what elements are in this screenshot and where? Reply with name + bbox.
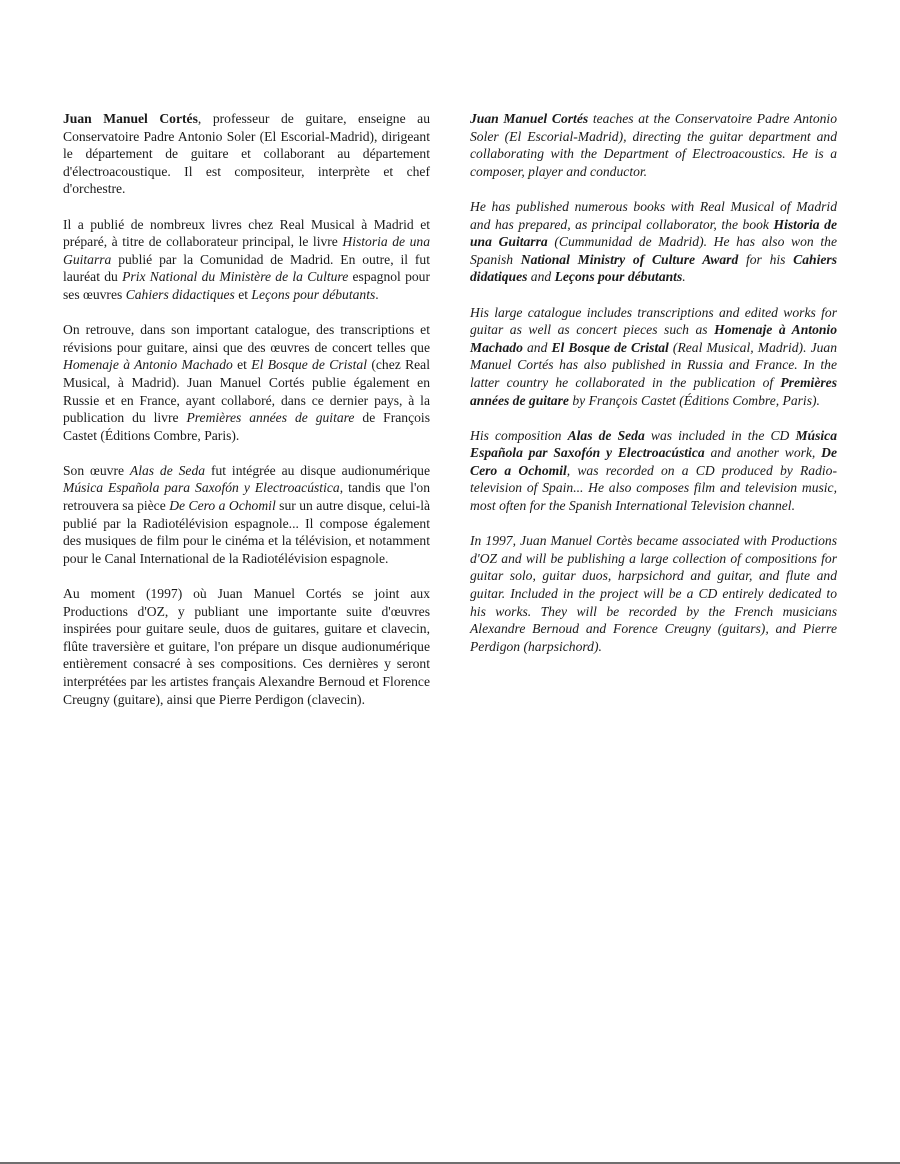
text-run: et bbox=[234, 286, 252, 302]
text-run: (Cummunidad de Madrid). He has also won the Spanish bbox=[470, 234, 837, 267]
french-paragraph-5 bbox=[63, 585, 430, 708]
text-run: (Real Musical, Madrid). Juan Manuel Cortés has also published in Russia and France. In the latter country he collaborated in the publication of bbox=[470, 339, 838, 390]
text-run: was included in the CD bbox=[644, 427, 796, 443]
text-run: espagnol pour ses œuvres bbox=[63, 269, 430, 302]
text-run: , tandis que l'on retrouvera sa pièce bbox=[63, 480, 430, 514]
text-run: . bbox=[682, 269, 686, 285]
text-run: Il a publié de nombreux livres chez Real Musical à Madrid et préparé, à titre de collaborateur principal, le livre bbox=[63, 216, 430, 250]
text-run: . bbox=[375, 286, 379, 302]
text-run: In 1997, Juan Manuel Cortès became associated with Productions d'OZ and will be publishing a large collection of compositions for guitar solo, guitar duos, harpsichord and guitar, and flute and guitar. Included in the project will be a CD entirely dedicated to his works. They will be recorded by the French musicians Alexandre Bernoud and Forence Creugny (guitars), and Pierre Perdigon (harpsichord). bbox=[470, 533, 837, 654]
french-paragraph-3 bbox=[63, 321, 430, 444]
english-paragraph-3 bbox=[470, 304, 837, 410]
text-run: de François Castet (Éditions Combre, Paris). bbox=[63, 410, 430, 443]
emphasis-italic: Cahiers didactiques bbox=[125, 286, 235, 302]
text-run: and another work, bbox=[704, 445, 822, 461]
text-run: His composition bbox=[470, 427, 568, 443]
text-run: (chez Real Musical, à Madrid). Juan Manuel Cortés publie également en Russie et en France, ayant collaboré, dans ce dernier pays, à la publication du livre bbox=[63, 357, 430, 426]
emphasis-bold: Cahiers didatiques bbox=[470, 251, 837, 285]
text-run: et bbox=[232, 357, 252, 373]
english-paragraph-1 bbox=[470, 110, 837, 180]
text-run: He has published numerous books with Real Musical of Madrid and has prepared, as principal collaborator, the book bbox=[470, 198, 837, 232]
text-run: teaches at the Conservatoire Padre Antonio Soler (El Escorial-Madrid), directing the guitar department and collaborating with the Department of Electroacoustics. He is a composer, player and conductor. bbox=[470, 111, 837, 179]
text-run: fut intégrée au disque audionumérique bbox=[205, 462, 430, 478]
english-paragraph-4 bbox=[470, 427, 837, 515]
text-run: Au moment (1997) où Juan Manuel Cortés se joint aux Productions d'OZ, y publiant une importante suite d'œuvres inspirées pour guitare seule, duos de guitares, guitare et clavecin, flûte traversière et guitare, l'on prépare un disque audionumérique entièrement consacré à ses compositions. Ces dernières y seront interprétées par les artistes français Alexandre Bernoud et Florence Creugny (guitare), ainsi que Pierre Perdigon (clavecin). bbox=[63, 586, 430, 707]
emphasis-italic: Premières années de guitare bbox=[186, 410, 355, 426]
text-run: His large catalogue includes transcriptions and edited works for guitar as well as concert pieces such as bbox=[470, 304, 837, 338]
emphasis-italic: Alas de Seda bbox=[129, 462, 206, 478]
emphasis-bold: De Cero a Ochomil bbox=[470, 445, 837, 478]
text-run: by François Castet (Éditions Combre, Paris). bbox=[568, 392, 820, 408]
emphasis-bold: Leçons pour débutants bbox=[554, 269, 683, 285]
text-run: for his bbox=[738, 251, 794, 267]
text-run: , professeur de guitare, enseigne au Conservatoire Padre Antonio Soler (El Escorial-Madrid), dirigeant le département de guitare et collaborant au département d'électroacoustique. Il est compositeur, interprète et chef d'orchestre. bbox=[63, 111, 430, 197]
english-column bbox=[470, 110, 837, 673]
emphasis-bold: Premières années de guitare bbox=[470, 374, 837, 408]
french-paragraph-4 bbox=[63, 462, 430, 568]
french-paragraph-1 bbox=[63, 110, 430, 198]
french-column bbox=[63, 110, 430, 726]
emphasis-bold: El Bosque de Cristal bbox=[551, 339, 669, 355]
emphasis-bold: Juan Manuel Cortés bbox=[63, 111, 198, 126]
emphasis-italic: Leçons pour débutants bbox=[251, 286, 376, 302]
emphasis-bold: Homenaje à Antonio Machado bbox=[470, 322, 837, 355]
emphasis-italic: Historia de una Guitarra bbox=[63, 234, 430, 267]
emphasis-bold: Historia de una Guitarra bbox=[470, 216, 837, 250]
emphasis-bold: Alas de Seda bbox=[567, 427, 645, 443]
text-run: and bbox=[522, 339, 552, 355]
text-run: and bbox=[527, 269, 555, 285]
english-paragraph-2 bbox=[470, 198, 837, 286]
emphasis-italic: Prix National du Ministère de la Culture bbox=[122, 269, 349, 285]
text-run: publié par la Comunidad de Madrid. En outre, il fut lauréat du bbox=[63, 251, 430, 285]
emphasis-bold: Música Española par Saxofón y Electroacústica bbox=[470, 427, 838, 461]
emphasis-italic: El Bosque de Cristal bbox=[251, 357, 367, 373]
emphasis-bold: Juan Manuel Cortés bbox=[470, 111, 589, 126]
emphasis-italic: Homenaje à Antonio Machado bbox=[63, 357, 233, 373]
text-run: , was recorded on a CD produced by Radio-television of Spain... He also composes film and television music, most often for the Spanish International Television channel. bbox=[470, 462, 837, 514]
emphasis-italic: Música Española para Saxofón y Electroacústica bbox=[63, 480, 340, 496]
text-run: sur un autre disque, celui-là publié par la Radiotélévision espagnole... Il compose également des musiques de film pour le cinéma et la télévision, et notamment pour le Canal International de la Radiotélévision espagnole. bbox=[63, 498, 431, 566]
emphasis-italic: De Cero a Ochomil bbox=[169, 498, 276, 514]
french-paragraph-2 bbox=[63, 216, 430, 304]
emphasis-bold: National Ministry of Culture Award bbox=[520, 251, 739, 267]
text-run: Son œuvre bbox=[63, 462, 130, 478]
english-paragraph-5 bbox=[470, 532, 837, 655]
text-run: On retrouve, dans son important catalogue, des transcriptions et révisions pour guitare, ainsi que des œuvres de concert telles que bbox=[63, 322, 430, 355]
